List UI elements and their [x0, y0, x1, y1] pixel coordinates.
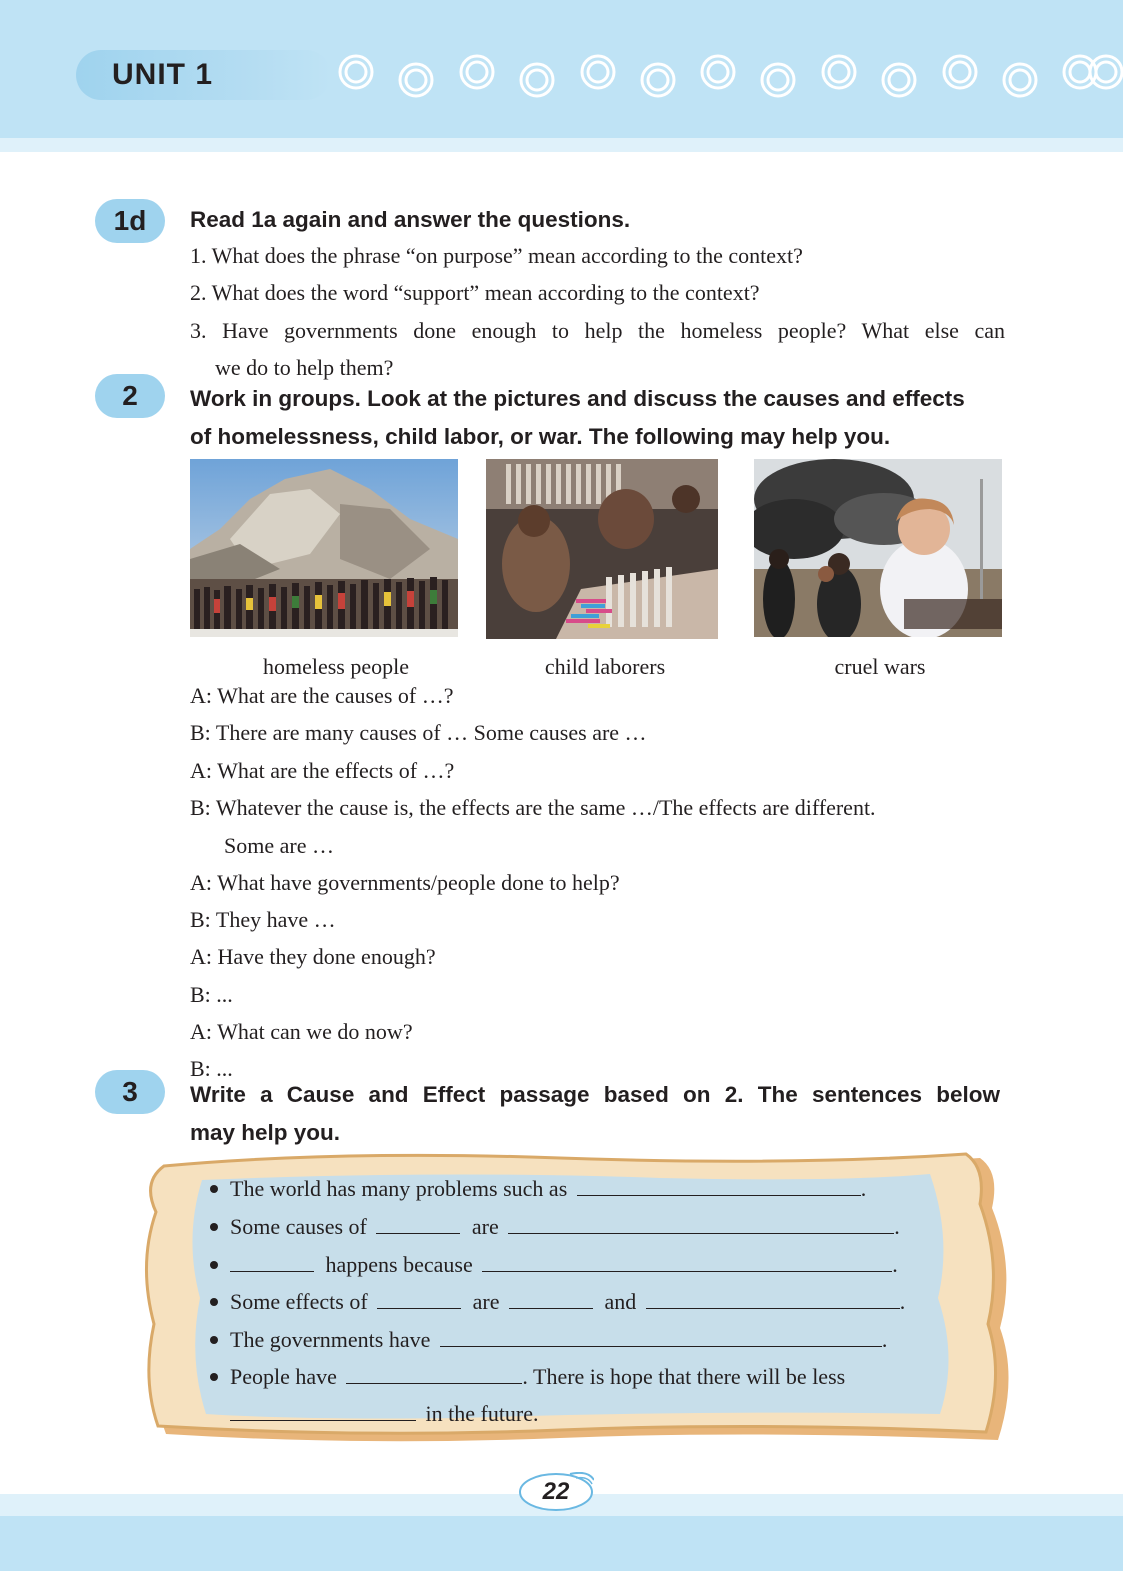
unit-title: UNIT 1: [112, 58, 214, 91]
caption-homeless-people: homeless people: [262, 654, 410, 679]
blank-effect-1[interactable]: [509, 1287, 593, 1309]
section-3-heading-line2: may help you.: [190, 1120, 341, 1145]
earthquake-rubble-photo: [190, 459, 458, 637]
blank-event[interactable]: [230, 1250, 314, 1272]
dialogue-line-7: A: Have they done enough?: [190, 944, 436, 969]
question-2: 2. What does the word “support” mean according to the context?: [190, 280, 760, 305]
blank-effect-2[interactable]: [646, 1287, 900, 1309]
war-smoke-photo: [754, 459, 1002, 637]
question-1: 1. What does the phrase “on purpose” mean according to the context?: [190, 243, 803, 268]
question-3-continued: we do to help them?: [215, 355, 394, 380]
badge-3: 3: [95, 1070, 165, 1114]
badge-2: 2: [95, 374, 165, 418]
blank-people-actions[interactable]: [346, 1362, 522, 1384]
blank-causes[interactable]: [508, 1212, 894, 1234]
page-footer: [0, 1516, 1123, 1571]
bullet-icon: [210, 1373, 218, 1381]
bullet-icon: [210, 1185, 218, 1193]
bullet-icon: [210, 1261, 218, 1269]
dialogue-line-4-continued: Some are …: [224, 833, 334, 858]
decorative-rings: [336, 50, 1123, 110]
dialogue-line-4: B: Whatever the cause is, the effects are the same …/The effects are different.: [190, 795, 876, 820]
dialogue-line-2: B: There are many causes of … Some causes are …: [190, 720, 647, 745]
dialogue-line-10: B: ...: [190, 1056, 233, 1081]
prompt-2: Some causes of are .: [210, 1212, 900, 1242]
blank-reason[interactable]: [482, 1250, 892, 1272]
bullet-icon: [210, 1336, 218, 1344]
dialogue-line-6: B: They have …: [190, 907, 336, 932]
page-number: 22: [542, 1478, 570, 1505]
dialogue-line-5: A: What have governments/people done to help?: [190, 870, 620, 895]
dialogue-line-9: A: What can we do now?: [190, 1019, 413, 1044]
dialogue-line-1: A: What are the causes of …?: [190, 683, 454, 708]
blank-problems[interactable]: [577, 1174, 861, 1196]
dialogue-line-8: B: ...: [190, 982, 233, 1007]
blank-cause-topic[interactable]: [376, 1212, 460, 1234]
caption-child-laborers: child laborers: [544, 654, 666, 679]
prompt-7: in the future.: [230, 1399, 539, 1429]
header-strip: [0, 138, 1123, 152]
prompt-1: The world has many problems such as .: [210, 1174, 866, 1204]
question-3: 3. Have governments done enough to help the homeless people? What else can: [190, 318, 1005, 343]
prompt-5: The governments have .: [210, 1325, 887, 1355]
dialogue-line-3: A: What are the effects of …?: [190, 758, 455, 783]
section-2-heading-line2: of homelessness, child labor, or war. The following may help you.: [190, 424, 891, 449]
blank-effect-topic[interactable]: [377, 1287, 461, 1309]
bullet-icon: [210, 1223, 218, 1231]
blank-government-actions[interactable]: [440, 1325, 882, 1347]
child-labor-photo: [486, 459, 718, 639]
caption-cruel-wars: cruel wars: [834, 654, 926, 679]
bullet-icon: [210, 1298, 218, 1306]
prompt-4: Some effects of are and .: [210, 1287, 905, 1317]
badge-1d: 1d: [95, 199, 165, 243]
section-3-heading-line1: Write a Cause and Effect passage based on 2. The sentences below: [190, 1082, 1000, 1107]
blank-future[interactable]: [230, 1399, 416, 1421]
section-1d-heading: Read 1a again and answer the questions.: [190, 207, 631, 232]
section-2-heading-line1: Work in groups. Look at the pictures and discuss the causes and effects: [190, 386, 965, 411]
prompt-3: happens because .: [210, 1250, 898, 1280]
prompt-6: People have . There is hope that there will be less: [210, 1362, 845, 1392]
